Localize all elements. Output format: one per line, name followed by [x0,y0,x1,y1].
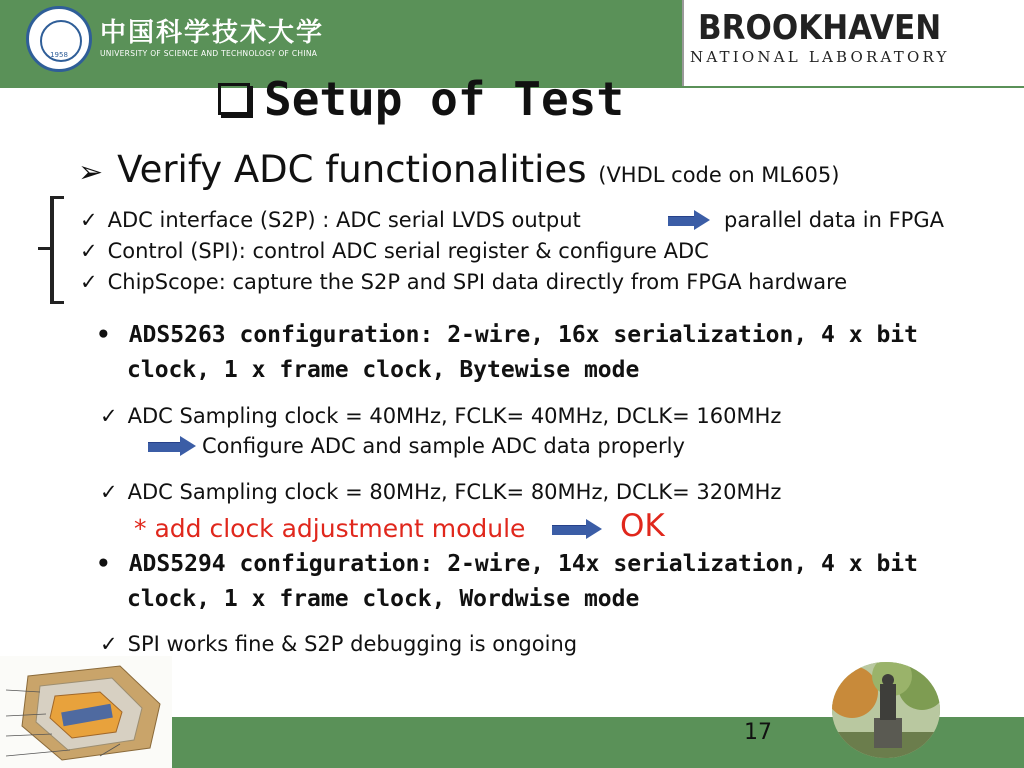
bnl-logo: BROOKHAVEN NATIONAL LABORATORY [682,0,1024,86]
checkbox-bullet-icon [218,83,250,115]
check-icon: ✓ [80,270,98,294]
left-brace [50,196,64,304]
ustc-seal-icon: 1958 [26,6,92,72]
sampling-40-line: ✓ ADC Sampling clock = 40MHz, FCLK= 40MHz, DCLK= 160MHz [100,404,782,428]
page-number: 17 [744,720,772,745]
arrow-bullet-icon: ➢ [78,155,104,190]
check-icon: ✓ [100,480,118,504]
sampling-80-line: ✓ ADC Sampling clock = 80MHz, FCLK= 80MHz, DCLK= 320MHz [100,480,782,504]
right-arrow-icon [552,521,604,537]
right-arrow-icon [148,438,196,454]
bullet-icon: • [96,322,111,348]
sampling-40-result: Configure ADC and sample ADC data properly [202,434,685,458]
slide-title: Setup of Test [218,72,624,126]
ustc-chinese-name: 中国科学技术大学 [100,18,325,48]
verify-item-3: ✓ ChipScope: capture the S2P and SPI data directly from FPGA hardware [80,270,848,294]
statue-photo-image [832,662,940,758]
check-icon: ✓ [80,239,98,263]
check-icon: ✓ [80,208,98,232]
ads5263-line-2: clock, 1 x frame clock, Bytewise mode [127,357,640,383]
check-icon: ✓ [100,404,118,428]
check-icon: ✓ [100,632,118,656]
ustc-english-name: UNIVERSITY OF SCIENCE AND TECHNOLOGY OF CHINA [100,49,318,58]
clock-adjust-note: * add clock adjustment module [134,514,526,543]
verify-item-1: ✓ ADC interface (S2P) : ADC serial LVDS output [80,208,581,232]
right-arrow-icon [668,212,710,228]
ads5294-line-1: • ADS5294 configuration: 2-wire, 14x serialization, 4 x bit [96,551,918,577]
ads5294-line-2: clock, 1 x frame clock, Wordwise mode [127,586,640,612]
verify-item-1-result: parallel data in FPGA [724,208,944,232]
ads5263-line-1: • ADS5263 configuration: 2-wire, 16x serialization, 4 x bit [96,322,918,348]
ustc-logo [26,6,324,72]
ok-label: OK [620,508,665,544]
spi-note: ✓ SPI works fine & S2P debugging is ongoing [100,632,578,656]
bullet-icon: • [96,551,111,577]
verify-item-2: ✓ Control (SPI): control ADC serial register & configure ADC [80,239,709,263]
detector-diagram-image [0,656,172,768]
section-heading: ➢ Verify ADC functionalities (VHDL code on ML605) [78,148,840,191]
